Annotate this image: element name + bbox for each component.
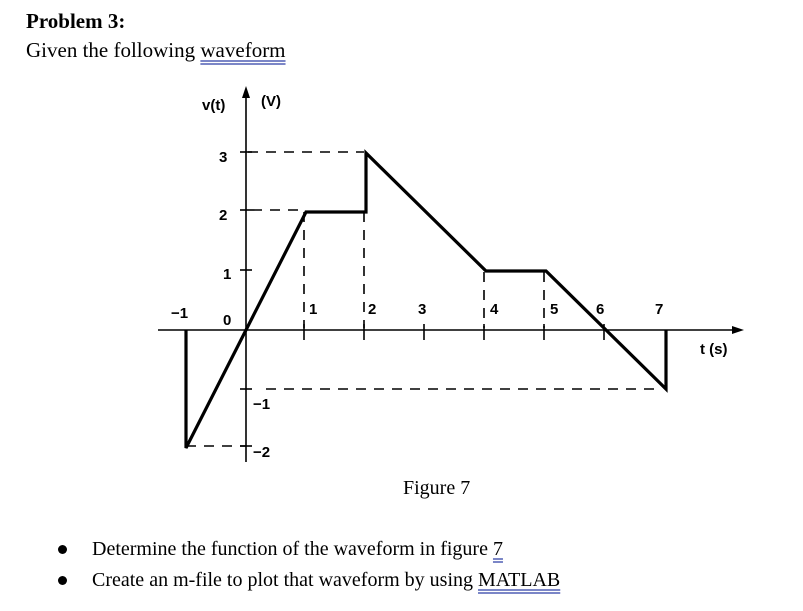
task-item-determine — [58, 535, 560, 566]
task-text-1: Determine the function of the waveform in figure — [92, 538, 493, 560]
task-item-mfile — [58, 566, 560, 597]
matlab-ref: MATLAB — [478, 569, 561, 591]
x-tick-label-5: 5 — [550, 301, 559, 318]
x-tick-label-1: 1 — [309, 301, 318, 318]
y-axis-arrow — [242, 86, 250, 98]
x-tick-label-2: 2 — [368, 301, 377, 318]
x-tick-label-3: 3 — [418, 301, 427, 318]
x-tick-label-0: 0 — [223, 312, 232, 329]
y-tick-label-m1: −1 — [253, 396, 271, 413]
x-tick-label-4: 4 — [490, 301, 499, 318]
y-unit-label: (V) — [261, 93, 281, 110]
y-tick-label-m2: −2 — [253, 444, 271, 461]
y-tick-label-2: 2 — [219, 207, 228, 224]
figure-ref-link: 7 — [492, 538, 503, 560]
x-tick-label-6: 6 — [596, 301, 605, 318]
intro-text: Given the following — [26, 38, 201, 62]
x-axis-arrow — [732, 326, 744, 334]
y-tick-label-3: 3 — [219, 149, 228, 166]
task-list — [58, 535, 560, 597]
y-axis-label: v(t) — [202, 97, 226, 114]
bullet-icon — [58, 576, 67, 585]
x-tick-label-7: 7 — [655, 301, 664, 318]
y-tick-label-1: 1 — [223, 266, 232, 283]
axes — [158, 86, 744, 462]
task-text-2: Create an m-file to plot that waveform by using — [92, 569, 479, 591]
intro-waveform-word: waveform — [200, 38, 286, 62]
problem-title: Problem 3: — [26, 9, 126, 33]
x-axis-label: t (s) — [700, 341, 728, 358]
x-tick-label-m1: −1 — [171, 305, 189, 322]
bullet-icon — [58, 545, 67, 554]
figure-caption: Figure 7 — [403, 477, 471, 499]
